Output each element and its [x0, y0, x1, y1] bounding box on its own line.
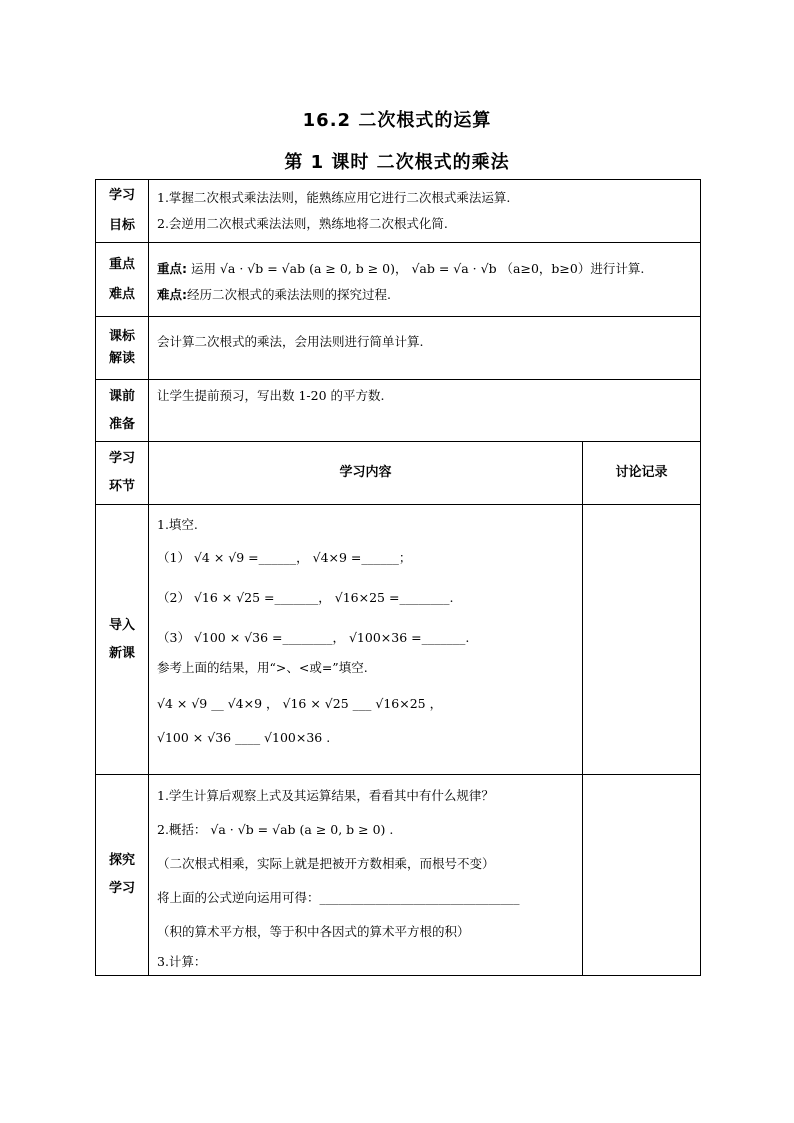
label-prep: 课前准备	[96, 380, 149, 442]
intro-content	[149, 505, 583, 775]
standard-content	[149, 317, 701, 380]
row-standard	[96, 317, 701, 380]
lesson-plan-table	[95, 179, 701, 976]
label-objective: 学习目标	[96, 180, 149, 243]
objective-item: 2.会逆用二次根式乘法法则，熟练地将二次根式化简.	[157, 216, 448, 231]
intro-line: 参考上面的结果，用“>、<或=”填空.	[157, 660, 368, 675]
key-text: 运用 √a · √b = √ab (a ≥ 0, b ≥ 0)， √ab = √a · √b （a≥0，b≥0）进行计算.	[187, 261, 645, 276]
row-keypoints	[96, 243, 701, 317]
row-header	[96, 442, 701, 505]
key-label: 重点:	[157, 261, 187, 276]
objective-content	[149, 180, 701, 243]
row-prep	[96, 380, 701, 442]
explore-notes	[583, 775, 701, 976]
explore-line: 将上面的公式逆向运用可得：________________________________	[157, 890, 520, 905]
intro-line: √100 × √36 ____ √100×36 .	[157, 730, 331, 745]
difficulty-label: 难点:	[157, 287, 187, 302]
row-objective	[96, 180, 701, 243]
intro-line: （1） √4 × √9 =______， √4×9 =______；	[157, 550, 412, 565]
label-explore: 探究学习	[96, 775, 149, 976]
prep-content	[149, 380, 701, 442]
intro-line: （3） √100 × √36 =________， √100×36 =_______.	[157, 630, 470, 645]
label-keypoints: 重点难点	[96, 243, 149, 317]
prep-text: 让学生提前预习，写出数 1-20 的平方数.	[157, 388, 385, 403]
header-notes: 讨论记录	[583, 442, 701, 505]
keypoints-content	[149, 243, 701, 317]
intro-line: √4 × √9 __ √4×9 ， √16 × √25 ___ √16×25 ，	[157, 696, 443, 711]
difficulty-text: 经历二次根式的乘法法则的探究过程.	[187, 287, 391, 302]
label-stage: 学习环节	[96, 442, 149, 505]
label-intro: 导入新课	[96, 505, 149, 775]
explore-line: （二次根式相乘，实际上就是把被开方数相乘，而根号不变）	[157, 856, 495, 871]
lesson-subtitle: 第 1 课时 二次根式的乘法	[284, 152, 510, 173]
row-explore	[96, 775, 701, 976]
explore-line: （积的算术平方根，等于积中各因式的算术平方根的积）	[157, 924, 470, 939]
intro-line: （2） √16 × √25 =_______， √16×25 =________.	[157, 590, 454, 605]
lesson-title: 16.2 二次根式的运算	[302, 110, 492, 131]
row-intro	[96, 505, 701, 775]
intro-line: 1.填空.	[157, 517, 198, 532]
label-standard: 课标解读	[96, 317, 149, 380]
explore-line: 3.计算：	[157, 954, 207, 969]
explore-line: 2.概括： √a · √b = √ab (a ≥ 0, b ≥ 0) .	[157, 822, 394, 837]
standard-text: 会计算二次根式的乘法，会用法则进行简单计算.	[157, 334, 424, 349]
explore-content	[149, 775, 583, 976]
intro-notes	[583, 505, 701, 775]
header-content: 学习内容	[149, 442, 583, 505]
objective-item: 1.掌握二次根式乘法法则，能熟练应用它进行二次根式乘法运算.	[157, 190, 511, 205]
explore-line: 1.学生计算后观察上式及其运算结果，看看其中有什么规律？	[157, 788, 494, 803]
